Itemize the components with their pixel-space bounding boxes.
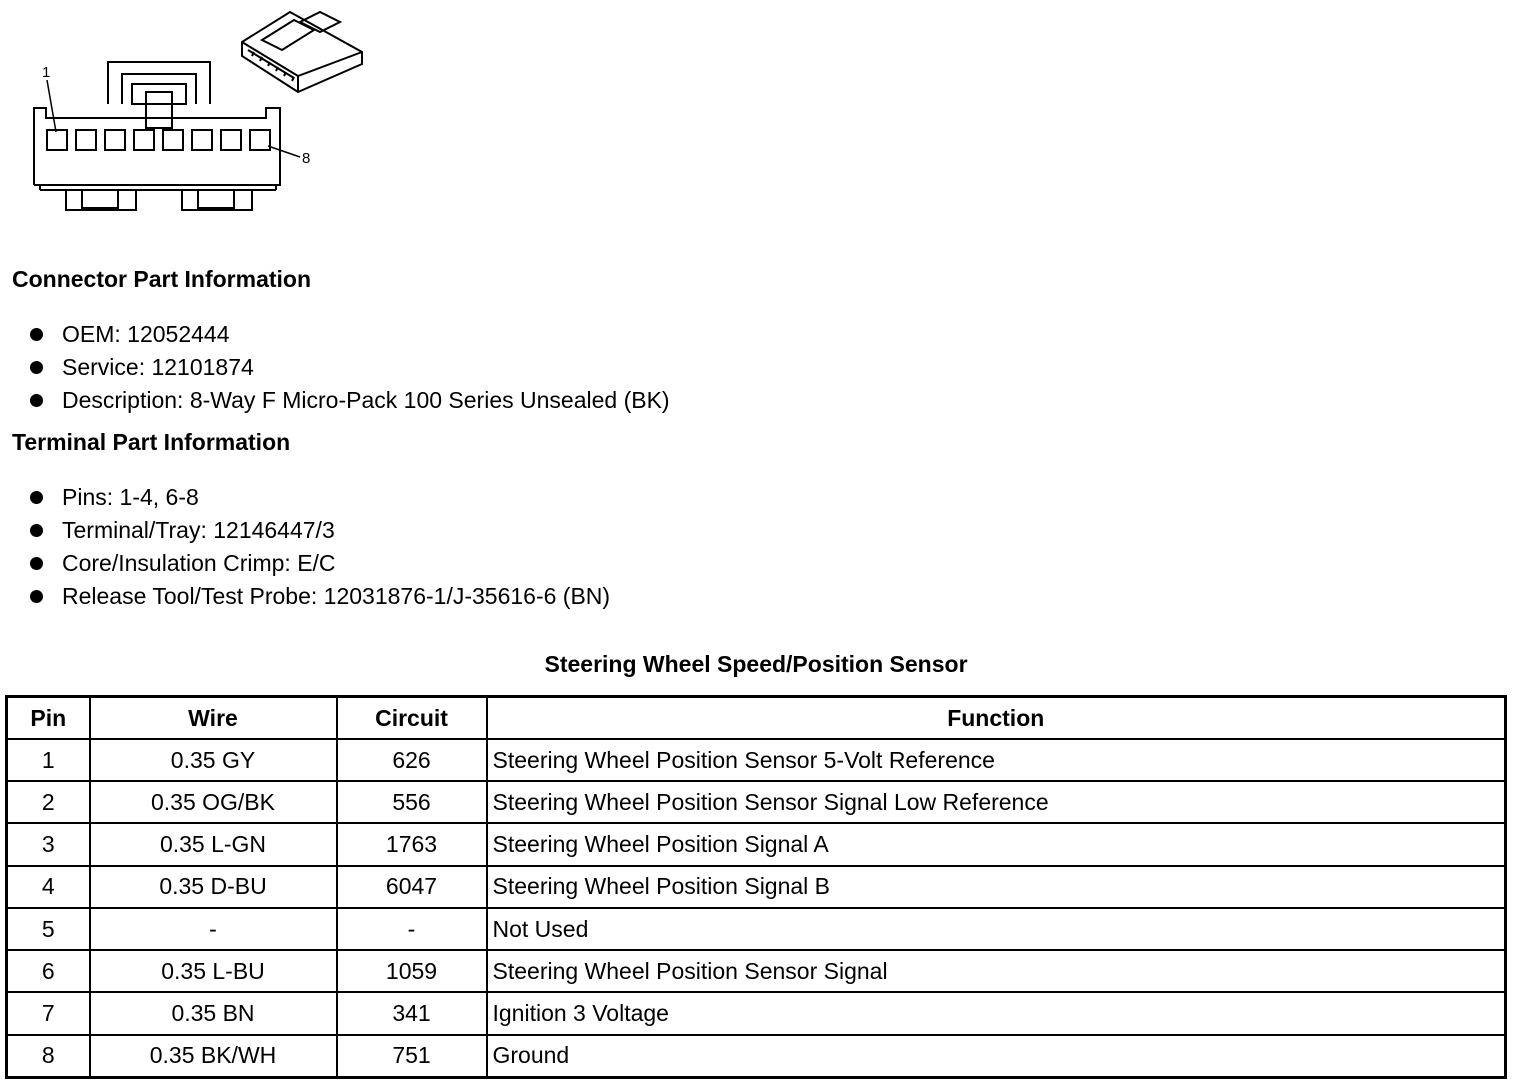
table-row [7,992,1506,1034]
cell-pin: 2 [7,781,90,823]
header-circuit: Circuit [337,697,487,740]
cell-pin: 6 [7,950,90,992]
cell-pin: 4 [7,866,90,908]
bullet-icon [30,557,43,570]
connector-diagram [0,0,380,225]
bullet-icon [30,328,43,341]
cell-wire: 0.35 OG/BK [90,781,337,823]
list-item: Terminal/Tray: 12146447/3 [28,516,610,549]
bullet-icon [30,361,43,374]
cell-wire: 0.35 L-BU [90,950,337,992]
cell-circuit: 556 [337,781,487,823]
cell-wire: 0.35 BK/WH [90,1035,337,1078]
cell-pin: 1 [7,739,90,781]
cell-pin: 7 [7,992,90,1034]
cell-function: Not Used [487,908,1506,950]
cell-wire: 0.35 D-BU [90,866,337,908]
cell-function: Ground [487,1035,1506,1078]
header-wire: Wire [90,697,337,740]
table-title: Steering Wheel Speed/Position Sensor [544,651,968,677]
pin-cavity-6 [192,130,212,150]
table-row [7,1035,1506,1078]
cell-wire: 0.35 GY [90,739,337,781]
header-pin: Pin [7,697,90,740]
list-item: Pins: 1-4, 6-8 [28,483,610,516]
pin-1-label: 1 [42,64,51,81]
cell-circuit: 6047 [337,866,487,908]
pin-cavity-7 [221,130,241,150]
cell-wire: 0.35 L-GN [90,823,337,865]
table-row [7,950,1506,992]
cell-function: Steering Wheel Position Sensor 5-Volt Reference [487,739,1506,781]
pin-cavity-5 [163,130,183,150]
list-item: Release Tool/Test Probe: 12031876-1/J-35616-6 (BN) [28,582,610,615]
bullet-icon [30,524,43,537]
connector-face-view [34,62,300,210]
cell-function: Steering Wheel Position Sensor Signal [487,950,1506,992]
bullet-icon [30,491,43,504]
cell-circuit: 341 [337,992,487,1034]
table-row [7,866,1506,908]
cell-function: Steering Wheel Position Signal A [487,823,1506,865]
connector-part-info-heading: Connector Part Information [12,266,312,292]
cell-pin: 8 [7,1035,90,1078]
pinout-table [5,695,1507,1079]
pin-cavity-1 [47,130,67,150]
table-row [7,908,1506,950]
list-item: Service: 12101874 [28,353,670,386]
cell-pin: 3 [7,823,90,865]
list-item: Description: 8-Way F Micro-Pack 100 Series Unsealed (BK) [28,386,670,419]
cell-function: Ignition 3 Voltage [487,992,1506,1034]
list-item: Core/Insulation Crimp: E/C [28,549,610,582]
pin-8-label: 8 [302,150,311,167]
cell-circuit: 626 [337,739,487,781]
cell-circuit: - [337,908,487,950]
cell-wire: - [90,908,337,950]
pin-cavity-8 [250,130,270,150]
pin-cavity-3 [105,130,125,150]
table-header-row [7,697,1506,740]
table-row [7,739,1506,781]
table-row [7,781,1506,823]
header-function: Function [487,697,1506,740]
table-row [7,823,1506,865]
cell-circuit: 1763 [337,823,487,865]
pin-cavity-4 [134,130,154,150]
cell-pin: 5 [7,908,90,950]
bullet-icon [30,394,43,407]
connector-3d-thumbnail [242,12,362,92]
cell-circuit: 1059 [337,950,487,992]
cell-wire: 0.35 BN [90,992,337,1034]
bullet-icon [30,590,43,603]
terminal-part-info-list [28,483,610,615]
pin-cavity-2 [76,130,96,150]
connector-part-info-list [28,320,670,419]
list-item: OEM: 12052444 [28,320,670,353]
cell-function: Steering Wheel Position Signal B [487,866,1506,908]
cell-function: Steering Wheel Position Sensor Signal Low Reference [487,781,1506,823]
terminal-part-info-heading: Terminal Part Information [12,429,291,455]
cell-circuit: 751 [337,1035,487,1078]
